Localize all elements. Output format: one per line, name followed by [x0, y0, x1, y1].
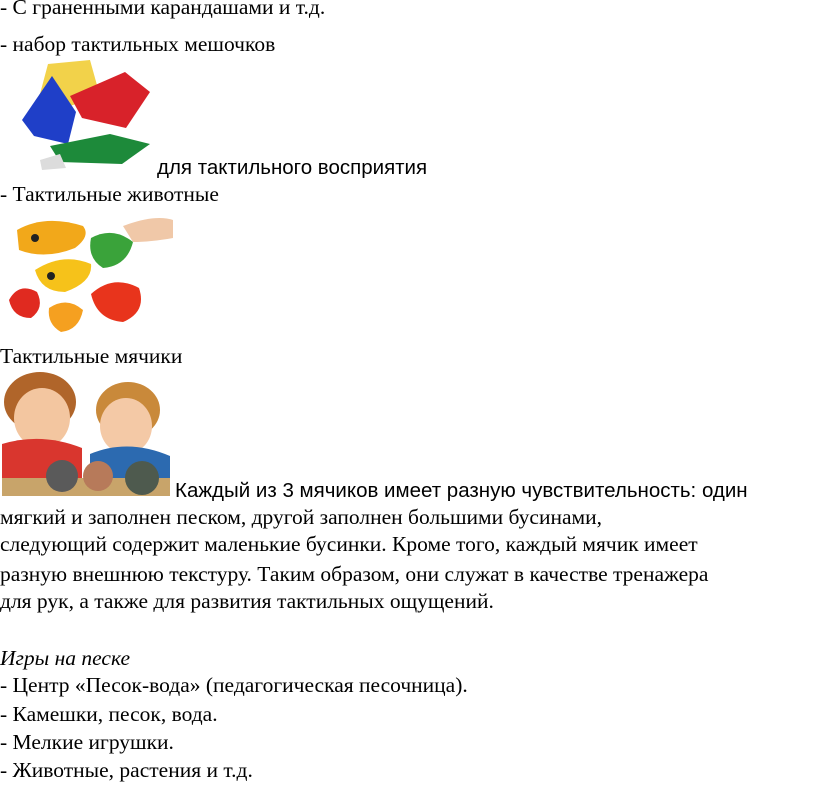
paragraph-line: для рук, а также для развития тактильных ощущений.	[0, 589, 494, 613]
caption-tactile-perception: для тактильного восприятия	[157, 156, 428, 179]
list-item: - Центр «Песок-вода» (педагогическая песочница).	[0, 673, 468, 697]
paragraph-line: мягкий и заполнен песком, другой заполнен большими бусинами,	[0, 505, 602, 529]
paragraph-line: разную внешнюю текстуру. Таким образом, они служат в качестве тренажера	[0, 562, 709, 586]
list-item: - Камешки, песок, вода.	[0, 702, 218, 726]
paragraph-line: следующий содержит маленькие бусинки. Кроме того, каждый мячик имеет	[0, 532, 698, 556]
tactile-animals-image	[5, 208, 175, 338]
list-item-animals: - Тактильные животные	[0, 182, 219, 206]
list-item-pencils: - С граненными карандашами и т.д.	[0, 0, 326, 19]
list-item: - Животные, растения и т.д.	[0, 758, 253, 782]
tactile-bags-image	[10, 58, 155, 173]
section-heading-sand-games: Игры на песке	[0, 646, 131, 670]
list-item: - Мелкие игрушки.	[0, 730, 174, 754]
children-with-balls-image	[2, 368, 170, 496]
list-item-bags: - набор тактильных мешочков	[0, 32, 276, 56]
balls-description-first-line: Каждый из 3 мячиков имеет разную чувствительность: один	[175, 479, 748, 502]
subheading-tactile-balls: Тактильные мячики	[0, 344, 183, 368]
